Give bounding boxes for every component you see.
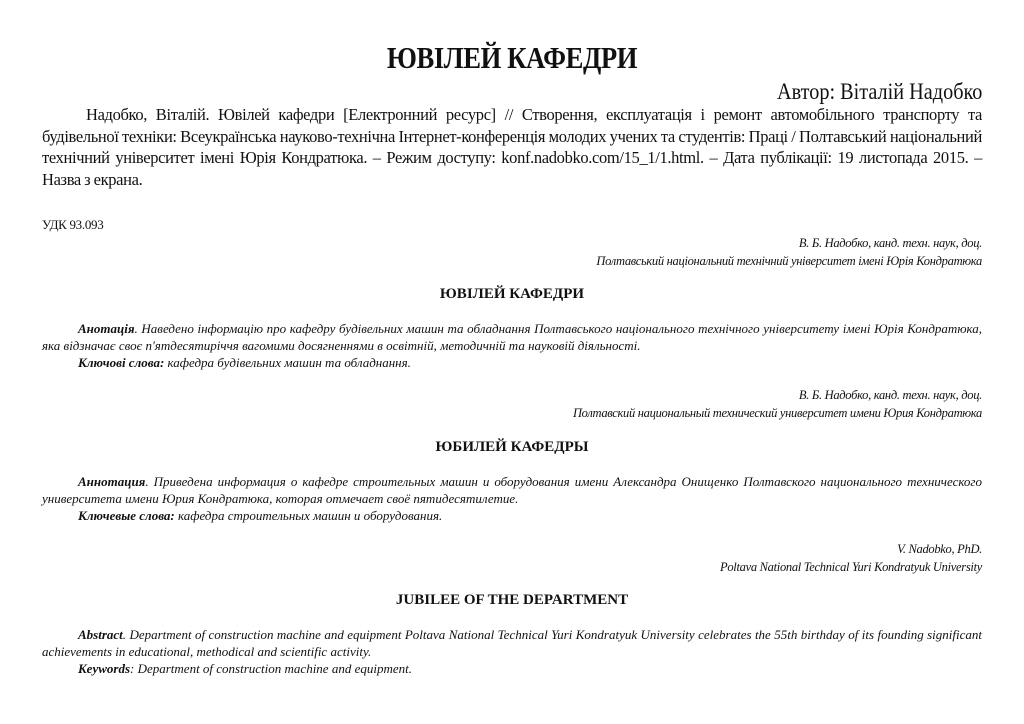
abstract-ru	[42, 473, 982, 524]
author-affiliation-ru	[573, 386, 982, 422]
author-affiliation-uk	[596, 234, 982, 270]
page-title: ЮВІЛЕЙ КАФЕДРИ	[386, 40, 638, 75]
affiliation: Полтавский национальный технический университет имени Юрия Кондратюка	[572, 406, 982, 420]
abstract-text: . Наведено інформацію про кафедру будівельних машин та обладнання Полтавського національного технічного університету імені Юрія Кондратюка, яка відзначає своє п'ятдесятиріччя вагомими досягненнями в освітній, методичній та науковій діяльності.	[42, 321, 982, 353]
keywords-text: кафедра будівельних машин та обладнання.	[164, 355, 411, 370]
section-title-uk: ЮВІЛЕЙ КАФЕДРИ	[439, 286, 585, 302]
abstract-label: Анотація	[78, 321, 135, 336]
abstract-text: . Department of construction machine and equipment Poltava National Technical Yuri Kondratyuk University celebrates the 55th birthday of its founding significant achievements in educational, methodical and scientific activity.	[42, 627, 982, 659]
keywords-label: Ключевые слова:	[78, 508, 175, 523]
udk-code: УДК 93.093	[42, 217, 104, 232]
keywords-text: кафедра строительных машин и оборудования.	[174, 508, 443, 523]
abstract-paragraph	[42, 320, 982, 354]
abstract-paragraph	[42, 473, 982, 507]
keywords-label: Keywords	[78, 661, 130, 676]
abstract-text: . Приведена информация о кафедре строительных машин и оборудования имени Александра Онищенко Полтавского национального технического университета имени Юрия Кондратюка, которая отмечает своё пятидесятилетие.	[42, 474, 982, 506]
keywords-paragraph	[42, 660, 982, 677]
affiliation: Полтавський національний технічний університет імені Юрія Кондратюка	[596, 254, 982, 268]
abstract-label: Аннотация	[78, 474, 146, 489]
affiliation: Poltava National Technical Yuri Kondratyuk University	[720, 560, 982, 574]
abstract-uk	[42, 320, 982, 371]
keywords-paragraph	[42, 354, 982, 371]
abstract-paragraph	[42, 626, 982, 660]
abstract-label: Abstract	[78, 627, 123, 642]
abstract-en	[42, 626, 982, 677]
keywords-text: : Department of construction machine and equipment.	[130, 661, 412, 676]
section-title-ru: ЮБИЛЕЙ КАФЕДРЫ	[435, 439, 589, 455]
section-title-en: JUBILEE OF THE DEPARTMENT	[395, 592, 629, 608]
author-name: В. Б. Надобко, канд. техн. наук, доц.	[798, 236, 982, 250]
author-affiliation-en	[720, 540, 982, 576]
citation-paragraph: Надобко, Віталій. Ювілей кафедри [Електронний ресурс] // Створення, експлуатація і ремонт автомобільного транспорту та будівельної техніки: Всеукраїнська науково-технічна Інтернет-конференція молодих учених та студентів: Праці / Полтавський національний технічний університет імені Юрія Кондратюка. – Режим доступу: konf.nadobko.com/15_1/1.html. – Дата публікації: 19 листопада 2015. – Назва з екрана.	[42, 105, 982, 189]
keywords-label: Ключові слова:	[78, 355, 165, 370]
author-name: В. Б. Надобко, канд. техн. наук, доц.	[798, 388, 982, 402]
keywords-paragraph	[42, 507, 982, 524]
author-line: Автор: Віталій Надобко	[776, 79, 982, 104]
author-name: V. Nadobko, PhD.	[897, 542, 982, 556]
